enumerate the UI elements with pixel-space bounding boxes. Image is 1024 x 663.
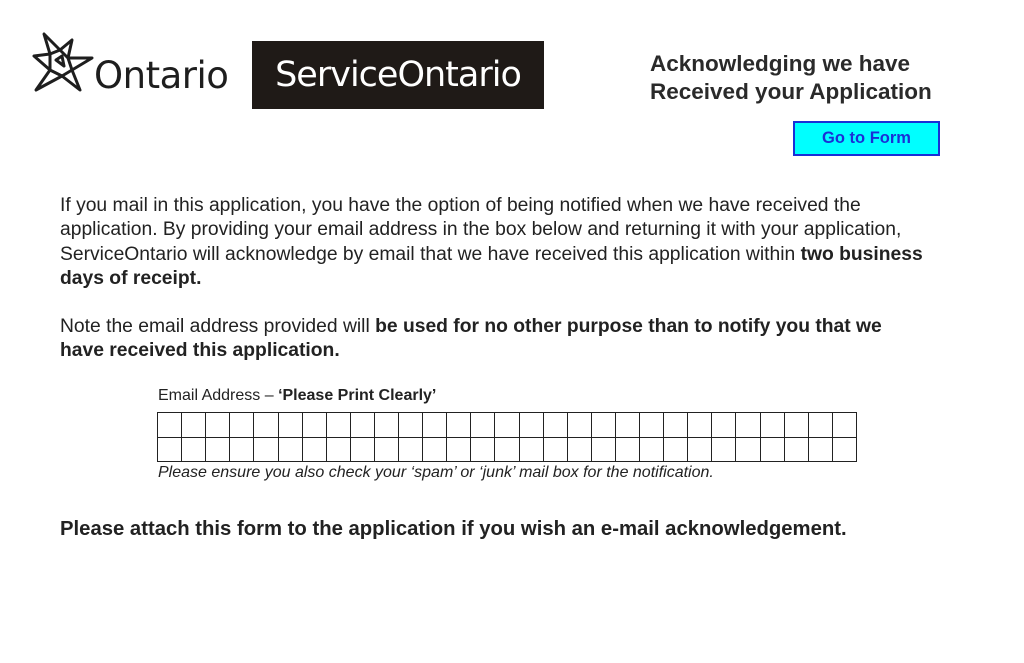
email-char-box[interactable] bbox=[616, 413, 640, 438]
email-char-box[interactable] bbox=[736, 413, 760, 438]
privacy-line-2 bbox=[60, 339, 970, 363]
email-char-box[interactable] bbox=[206, 438, 230, 463]
email-char-box[interactable] bbox=[158, 438, 182, 463]
title-line-2: Received your Application bbox=[650, 79, 932, 104]
email-char-box[interactable] bbox=[616, 438, 640, 463]
email-char-box[interactable] bbox=[688, 438, 712, 463]
email-char-box[interactable] bbox=[279, 413, 303, 438]
privacy-bold-b: have received this application. bbox=[60, 340, 340, 362]
email-char-box[interactable] bbox=[712, 413, 736, 438]
email-char-box[interactable] bbox=[688, 413, 712, 438]
spam-note: Please ensure you also check your ‘spam’ or ‘junk’ mail box for the notification. bbox=[158, 464, 714, 481]
email-char-box[interactable] bbox=[712, 438, 736, 463]
email-char-box[interactable] bbox=[182, 438, 206, 463]
email-char-box[interactable] bbox=[423, 413, 447, 438]
email-char-box[interactable] bbox=[736, 438, 760, 463]
email-char-box[interactable] bbox=[230, 413, 254, 438]
email-char-box[interactable] bbox=[568, 438, 592, 463]
email-char-box[interactable] bbox=[520, 413, 544, 438]
email-char-box[interactable] bbox=[809, 438, 833, 463]
email-char-box[interactable] bbox=[399, 438, 423, 463]
email-char-box[interactable] bbox=[399, 413, 423, 438]
title-line-1: Acknowledging we have bbox=[650, 51, 911, 76]
ontario-wordmark: Ontario bbox=[94, 54, 229, 97]
email-char-box[interactable] bbox=[495, 413, 519, 438]
go-to-form-button[interactable]: Go to Form bbox=[793, 121, 940, 156]
email-char-box[interactable] bbox=[544, 438, 568, 463]
serviceontario-logo: ServiceOntario bbox=[252, 41, 544, 109]
email-char-box[interactable] bbox=[327, 438, 351, 463]
email-char-box[interactable] bbox=[833, 413, 857, 438]
email-char-box[interactable] bbox=[761, 413, 785, 438]
email-char-box[interactable] bbox=[761, 438, 785, 463]
email-char-box[interactable] bbox=[640, 413, 664, 438]
email-char-box[interactable] bbox=[254, 438, 278, 463]
privacy-bold-a: be used for no other purpose than to notify you that we bbox=[375, 316, 882, 337]
email-char-box[interactable] bbox=[327, 413, 351, 438]
page-title bbox=[650, 50, 980, 106]
email-char-box[interactable] bbox=[544, 413, 568, 438]
email-char-box[interactable] bbox=[206, 413, 230, 438]
email-char-box[interactable] bbox=[640, 438, 664, 463]
email-char-box[interactable] bbox=[254, 413, 278, 438]
ontario-logo bbox=[30, 30, 229, 100]
email-char-box[interactable] bbox=[592, 438, 616, 463]
email-char-box[interactable] bbox=[833, 438, 857, 463]
email-char-box[interactable] bbox=[785, 438, 809, 463]
email-char-box[interactable] bbox=[664, 413, 688, 438]
email-char-box[interactable] bbox=[279, 438, 303, 463]
intro-paragraph bbox=[60, 194, 970, 291]
email-char-box[interactable] bbox=[158, 413, 182, 438]
email-char-box[interactable] bbox=[182, 413, 206, 438]
attach-instruction: Please attach this form to the application if you wish an e-mail acknowledgement. bbox=[60, 518, 847, 540]
email-label-text: Email Address – bbox=[158, 387, 279, 404]
email-char-box[interactable] bbox=[351, 438, 375, 463]
intro-bold-a: two business bbox=[800, 243, 923, 265]
email-char-box[interactable] bbox=[809, 413, 833, 438]
email-address-grid[interactable] bbox=[157, 412, 857, 462]
email-char-box[interactable] bbox=[423, 438, 447, 463]
email-char-box[interactable] bbox=[447, 413, 471, 438]
email-field-label bbox=[158, 387, 436, 405]
intro-line-3-text: ServiceOntario will acknowledge by email that we have received this application within bbox=[60, 243, 801, 265]
email-char-box[interactable] bbox=[447, 438, 471, 463]
email-char-box[interactable] bbox=[568, 413, 592, 438]
privacy-paragraph bbox=[60, 315, 970, 364]
email-char-box[interactable] bbox=[351, 413, 375, 438]
privacy-line-1 bbox=[60, 315, 970, 339]
intro-line-4 bbox=[60, 267, 970, 291]
email-char-box[interactable] bbox=[375, 438, 399, 463]
email-char-box[interactable] bbox=[375, 413, 399, 438]
email-char-box[interactable] bbox=[303, 438, 327, 463]
email-label-bold: ‘Please Print Clearly’ bbox=[278, 387, 437, 404]
email-char-box[interactable] bbox=[785, 413, 809, 438]
email-char-box[interactable] bbox=[303, 413, 327, 438]
intro-line-1: If you mail in this application, you have the option of being notified when we have received the bbox=[60, 195, 861, 216]
email-char-box[interactable] bbox=[520, 438, 544, 463]
email-char-box[interactable] bbox=[471, 438, 495, 463]
email-char-box[interactable] bbox=[592, 413, 616, 438]
intro-line-2: application. By providing your email address in the box below and returning it with your application, bbox=[60, 219, 902, 241]
email-char-box[interactable] bbox=[230, 438, 254, 463]
intro-bold-b: days of receipt. bbox=[60, 267, 202, 289]
trillium-icon bbox=[30, 30, 100, 96]
email-char-box[interactable] bbox=[471, 413, 495, 438]
intro-line-3 bbox=[60, 243, 970, 267]
email-char-box[interactable] bbox=[495, 438, 519, 463]
privacy-text: Note the email address provided will bbox=[60, 316, 376, 337]
email-char-box[interactable] bbox=[664, 438, 688, 463]
